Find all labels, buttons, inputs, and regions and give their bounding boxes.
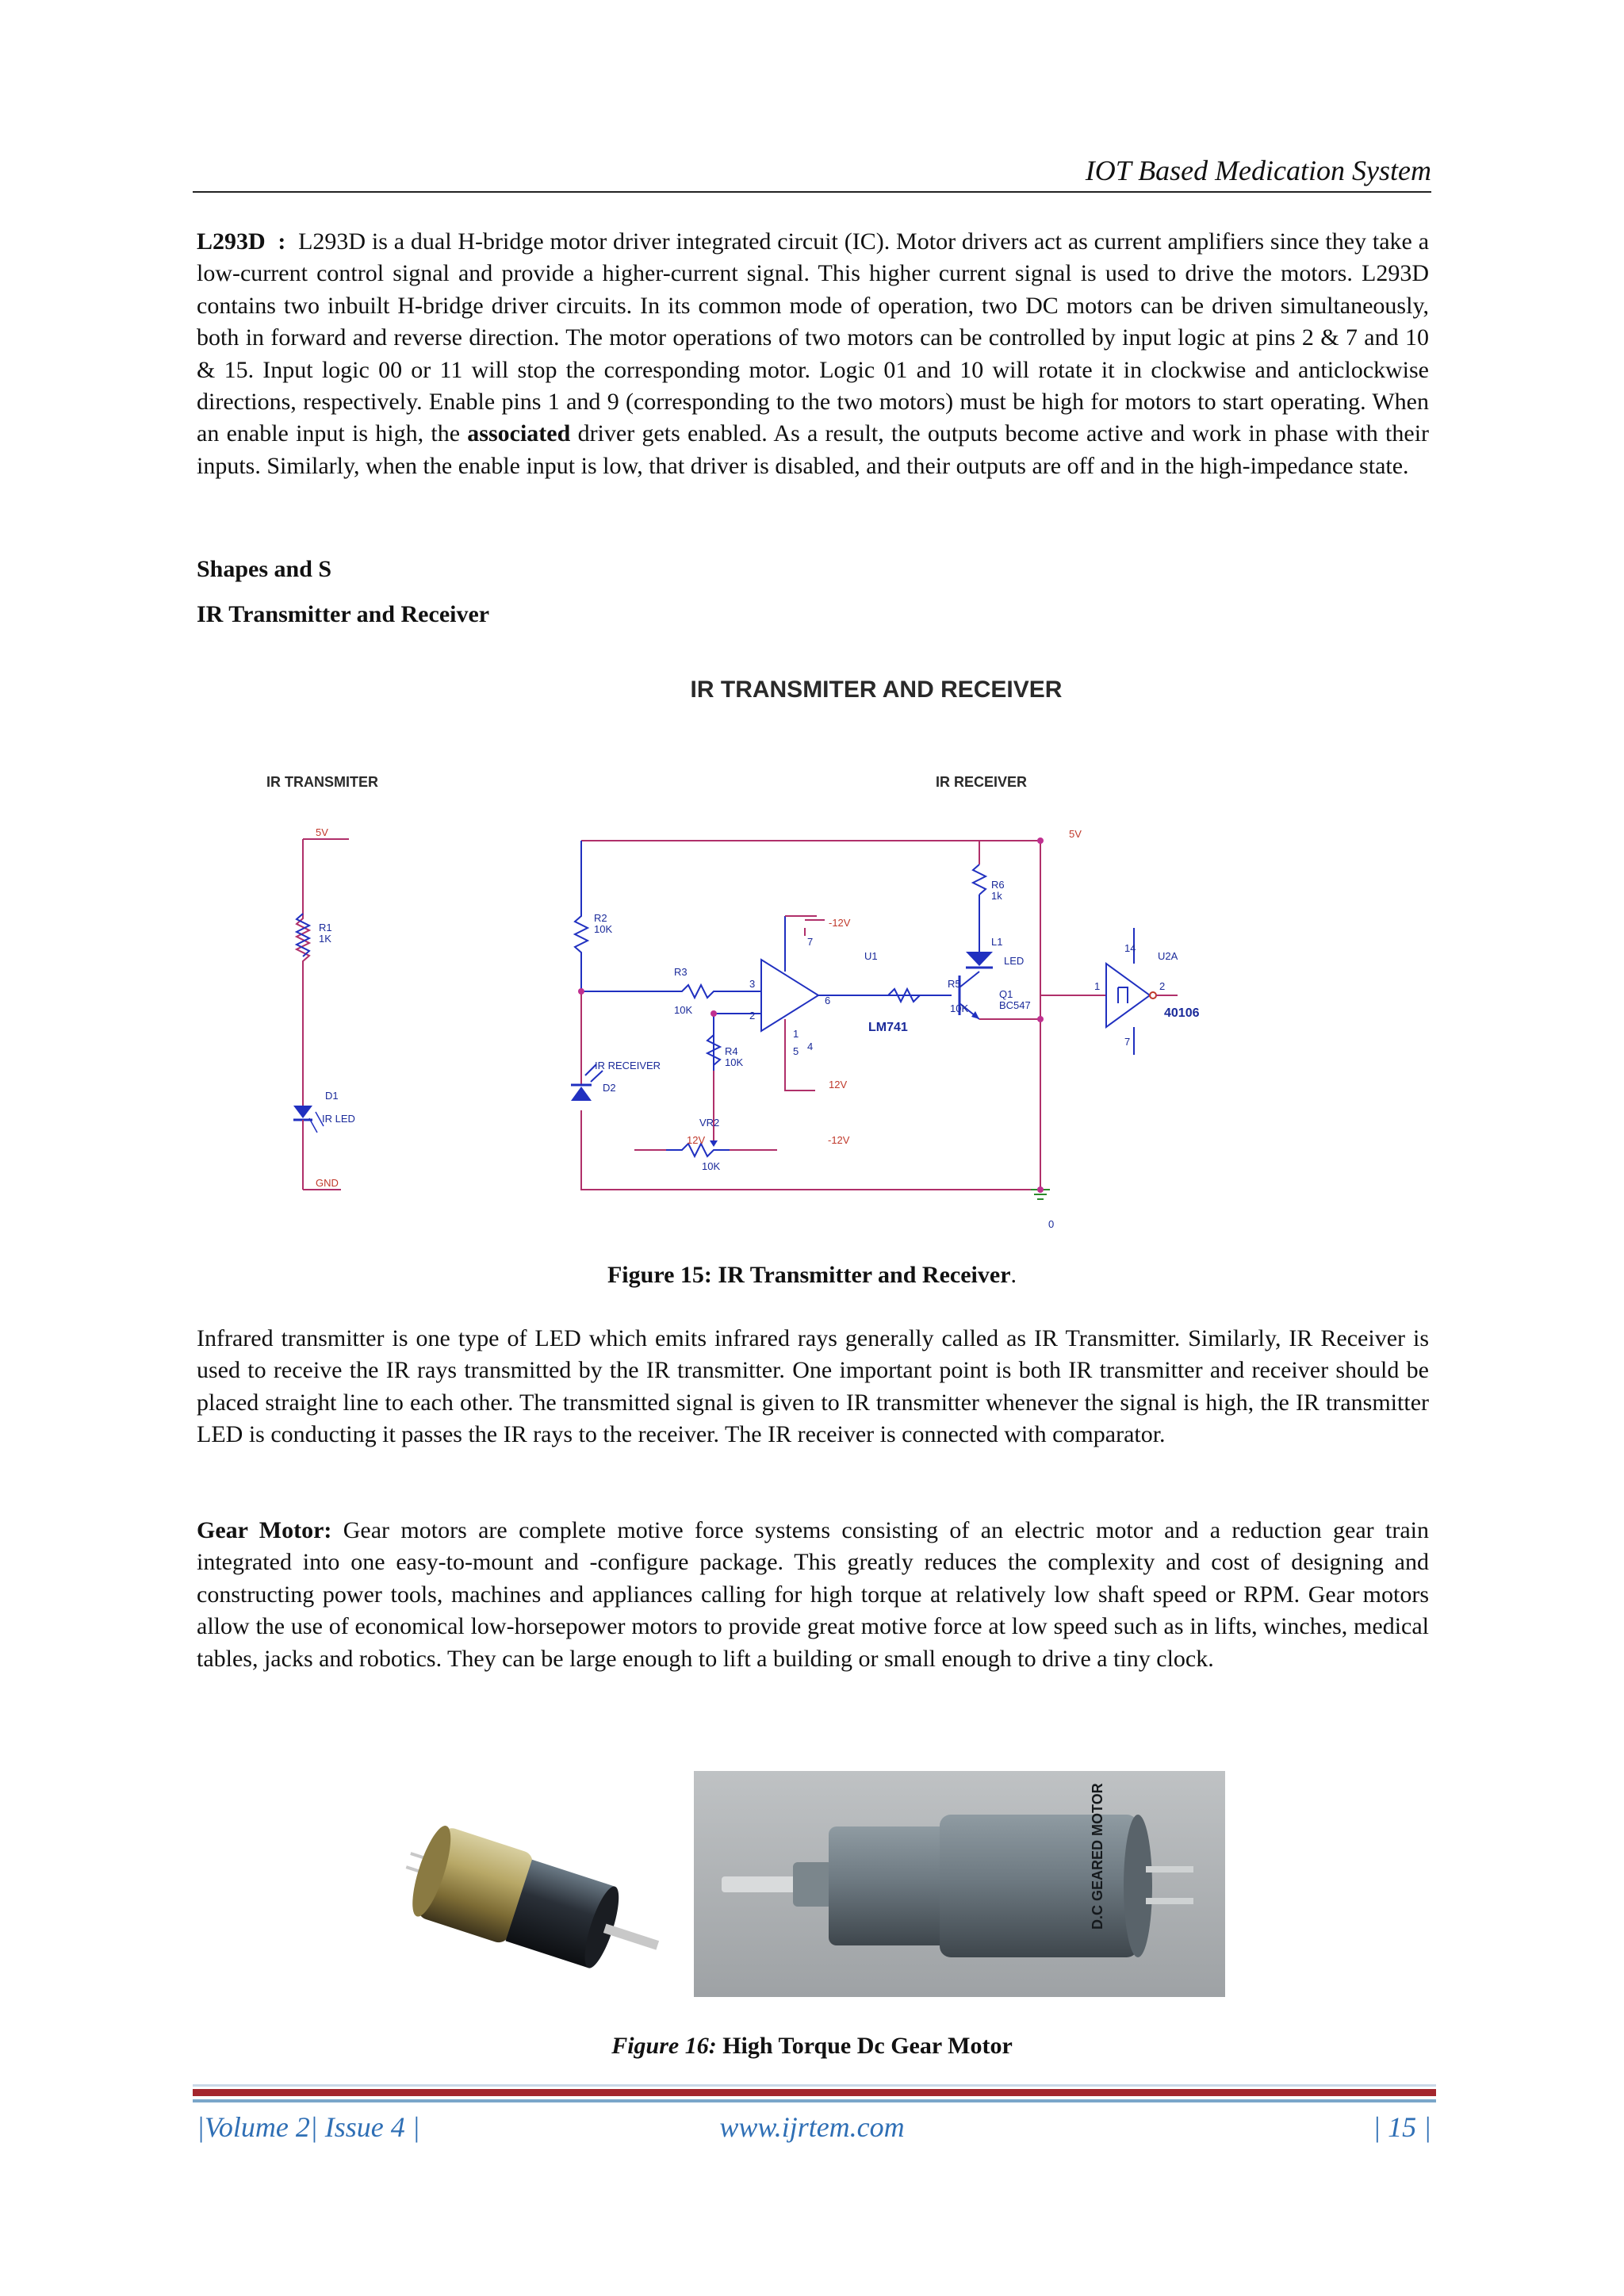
footer-rule-light [193,2084,1436,2087]
ir-heading: IR Transmitter and Receiver [197,601,490,627]
diagram-title: IR TRANSMITER AND RECEIVER [690,677,1063,703]
d2-label: D2 [603,1082,616,1094]
running-title: IOT Based Medication System [1085,155,1431,186]
r1-value: 1K [319,933,331,945]
motor2-print: D.C GEARED MOTOR [1090,1783,1105,1930]
figure16-caption-text: High Torque Dc Gear Motor [722,2033,1013,2059]
rx-5v-label: 5V [1069,828,1082,840]
gear-motor-photo-small [393,1824,694,1991]
ir-paragraph: Infrared transmitter is one type of LED which emits infrared rays generally called as IR Transmitter. Similarly, IR Receiver is used to receive the IR rays transmitted by the IR transmitter. One important point is both IR transmitter and receiver should be placed straight line to each other. The transmitted signal is given to IR transmitter whenever the signal is high, the IR transmitter LED is conducting it passes the IR rays to the receiver. The IR receiver is connected with comparator. [197,1325,1429,1448]
shapes-heading: Shapes and S [197,556,332,582]
r5-value: 10K [950,1002,969,1014]
rx-label: IR RECEIVER [936,774,1028,790]
gear-label: Gear Motor: [197,1517,332,1543]
vr2-value: 10K [702,1160,721,1172]
l293d-paragraph [197,226,1429,482]
u2-pin7-label: 7 [1124,1036,1131,1048]
q1-value: BC547 [999,999,1031,1011]
neg12-top-label: -12V [829,917,851,929]
figure15-caption-text: Figure 15: IR Transmitter and Receiver [607,1262,1011,1288]
r4-value: 10K [725,1056,744,1068]
pin2-label: 2 [749,1010,756,1022]
pin4-label: 4 [807,1041,814,1052]
l293d-separator: : [278,228,286,255]
d1-label: D1 [325,1090,339,1102]
figure16-caption [0,2030,1624,2062]
pin6-label: 6 [825,995,831,1006]
u2-pin1-label: 1 [1094,980,1101,992]
vr2-label: VR2 [699,1117,720,1129]
r1-label: R1 [319,922,332,933]
u2a-label: U2A [1158,950,1178,962]
vr-left-label: 12V [687,1134,706,1146]
l293d-text-a: L293D is a dual H-bridge motor driver integrated circuit (IC). Motor drivers act as current amplifiers since they take a low-current control signal and provide a higher-current signal. This higher current signal is used to drive the motors. L293D contains two inbuilt H-bridge driver circuits. In its common mode of operation, two DC motors can be driven simultaneously, both in forward and reverse direction. The motor operations of two motors can be controlled by input logic at pins 2 & 7 and 10 & 15. Input logic 00 or 11 will stop the corresponding motor. Logic 01 and 10 will rotate it in clockwise and anticlockwise directions, respectively. Enable pins 1 and 9 (corresponding to the two motors) must be high for motors to start operating. When an enable input is high, the [197,228,1430,447]
footer-website-link[interactable]: www.ijrtem.com [719,2111,905,2143]
pin5-label: 5 [793,1045,799,1057]
transmitter-circuit [293,826,355,1190]
receiver-circuit [571,838,1178,1199]
pin1-label: 1 [793,1028,799,1040]
pin3-label: 3 [749,978,756,990]
d1-value: IR LED [322,1113,355,1125]
l1-label: L1 [991,936,1003,948]
footer-rule-red [193,2089,1436,2096]
r4-label: R4 [725,1045,738,1057]
l293d-text-b: driver gets enabled. As a result, the outputs become active and work in phase with their inputs. Similarly, when the enable input is low, that driver is disabled, and their outputs are off and in the high-impedance state. [197,420,1430,479]
figure15-caption-end: . [1010,1262,1017,1288]
l1-value: LED [1004,955,1025,967]
u1-label: U1 [864,950,878,962]
gear-motor-photo-large [694,1771,1225,1997]
opamp-label: LM741 [868,1021,908,1034]
ir-circuit-diagram [238,658,1348,1237]
gnd-label: GND [316,1177,339,1189]
u2-pin2-label: 2 [1159,980,1166,992]
vr-right-label: -12V [828,1134,850,1146]
pin7-label: 7 [807,936,814,948]
figure15-caption [0,1259,1624,1291]
r6-label: R6 [991,879,1005,891]
rx-d2-label: IR RECEIVER [595,1060,661,1071]
r5-label: R5 [948,978,961,990]
tx-label: IR TRANSMITER [266,774,378,790]
r6-value: 1k [991,890,1002,902]
r2-value: 10K [594,923,613,935]
l293d-bold-word: associated [467,420,571,447]
r3-label: R3 [674,966,688,978]
gear-text: Gear motors are complete motive force systems consisting of an electric motor and a reduction gear train integrated into one easy-to-mount and -configure package. This greatly reduces the complexity and cost of designing and constructing power tools, machines and appliances calling for high torque at relatively low shaft speed or RPM. Gear motors allow the use of economical low-horsepower motors to provide great motive force at low speed such as in lifts, winches, medical tables, jacks and robotics. They can be large enough to lift a building or small enough to drive a tiny clock. [197,1517,1430,1672]
footer-rule-blue [193,2099,1436,2102]
footer-volume: |Volume 2| Issue 4 | [197,2111,420,2143]
figure16-label: Figure 16: [611,2033,717,2059]
ground-node-label: 0 [1048,1218,1055,1230]
r2-label: R2 [594,912,607,924]
gear-paragraph [197,1515,1429,1675]
u2-part-label: 40106 [1164,1006,1200,1020]
q1-label: Q1 [999,988,1013,1000]
r3-value: 10K [674,1004,693,1016]
tx-5v-label: 5V [316,826,328,838]
header-rule [193,191,1431,193]
v12-bottom-label: 12V [829,1079,848,1091]
u2-pin14-label: 14 [1124,942,1136,954]
footer-page-number: | 15 | [1373,2111,1431,2143]
l293d-label: L293D [197,228,266,255]
